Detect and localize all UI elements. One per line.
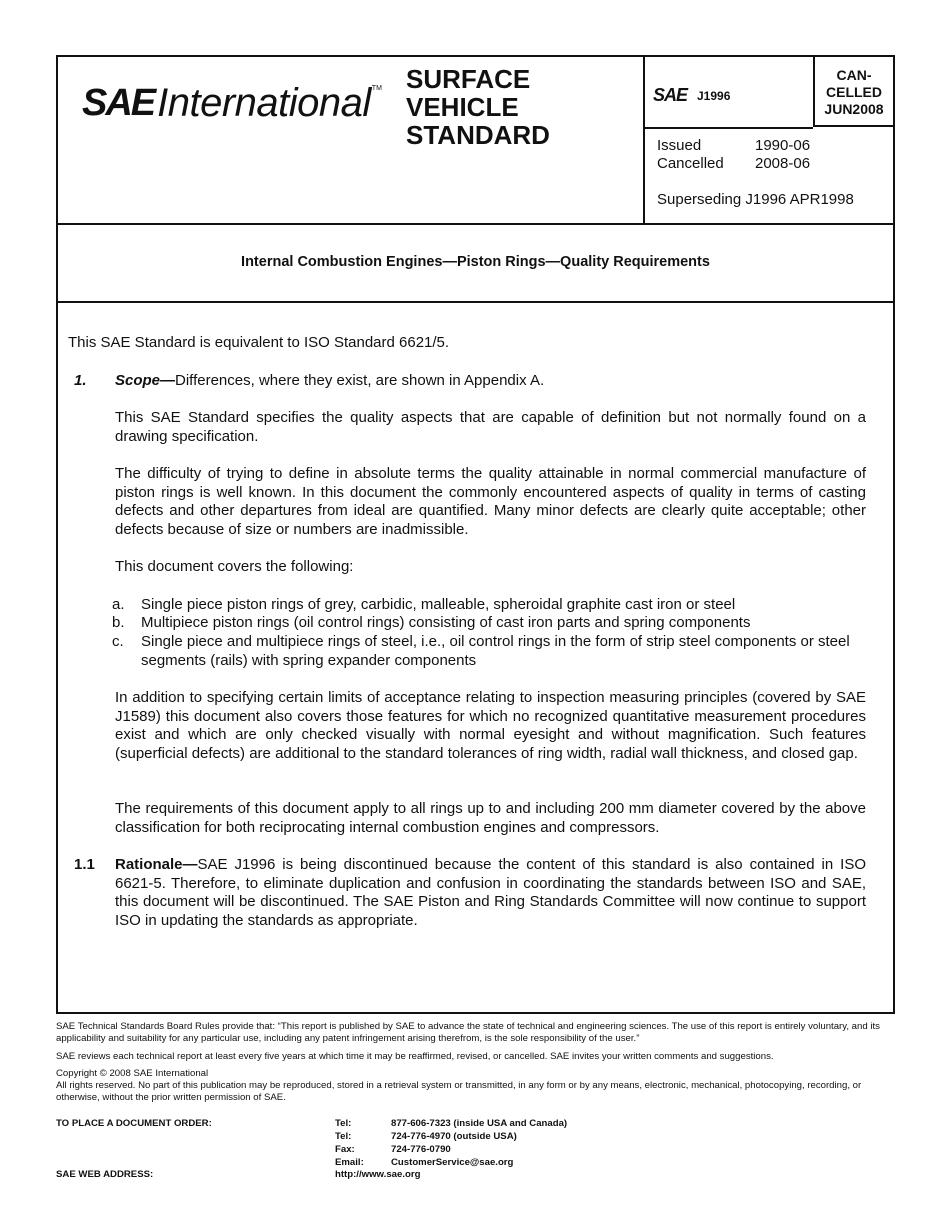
paragraph: The difficulty of trying to define in absolute terms the quality attainable in normal commercial manufacture of piston rings is well known. In this document the commonly encountered aspects of quality in terms of casting defects and other departures from ideal are quantified. Many minor defects are clearly quite acceptable; other defects because of size or numbers are inadmissible. (115, 465, 866, 538)
scope-paragraph (115, 372, 866, 391)
paragraph: This document covers the following: (115, 558, 354, 575)
list-item (112, 614, 866, 633)
cancelled-label: Cancelled (657, 155, 724, 172)
contact-phone[interactable]: 724-776-4970 (outside USA) (391, 1131, 517, 1142)
logo-sae: SAE (82, 82, 155, 124)
rationale-heading: Rationale— (115, 856, 198, 873)
header (58, 57, 893, 225)
contact-phone[interactable]: 877-606-7323 (inside USA and Canada) (391, 1118, 568, 1129)
document-frame (56, 55, 895, 1014)
rationale-text: SAE J1996 is being discontinued because the content of this standard is also contained in ISO 6621-5. Therefore, to eliminate duplication and confusion in coordinating the standards between ISO and SAE, this document will be discontinued. The SAE Piston and Ring Standards Committee will now continue to support ISO in updating the standards as appropriate. (115, 856, 866, 929)
scope-text: Differences, where they exist, are shown in Appendix A. (175, 372, 545, 389)
mini-sae-logo: SAE (653, 85, 688, 105)
standard-type (406, 65, 636, 149)
scope-heading: Scope— (115, 372, 176, 389)
list-item (112, 633, 866, 670)
cancelled-value: 2008-06 (755, 155, 811, 172)
standard-type-line: VEHICLE (406, 92, 519, 122)
board-rules-notice: SAE Technical Standards Board Rules provide that: “This report is published by SAE to advance the state of technical and engineering sciences. The use of this report is entirely voluntary, and its applicability and suitability for any particular use, including any patent infringement arising therefrom, is the sole responsibility of the user.” (56, 1021, 880, 1045)
logo-trademark: TM (371, 85, 382, 92)
section-number: 1. (74, 372, 87, 389)
document-id-cell (645, 57, 813, 129)
paragraph: The requirements of this document apply to all rings up to and including 200 mm diameter covered by the above classification for both reciprocating internal combustion engines and compressors. (115, 800, 866, 836)
status-line: JUN2008 (824, 101, 884, 117)
cancelled-status (813, 57, 893, 127)
footer-notices (56, 1021, 896, 1105)
superseding-note: Superseding J1996 APR1998 (657, 191, 854, 208)
list-marker: c. (112, 633, 124, 650)
document-dates (657, 137, 810, 173)
list-marker: a. (112, 596, 125, 613)
status-line: CAN- (836, 67, 872, 83)
list-item (112, 596, 866, 615)
section-number: 1.1 (74, 856, 95, 873)
document-title: Internal Combustion Engines—Piston Rings—Quality Requirements (58, 223, 893, 303)
contact-email-link[interactable]: CustomerService@sae.org (391, 1157, 514, 1168)
order-label: TO PLACE A DOCUMENT ORDER: (56, 1118, 212, 1129)
paragraph: In addition to specifying certain limits of acceptance relating to inspection measuring principles (covered by SAE J1589) this document also covers those features for which no recognized quantitative measurement procedures exist and which are only checked visually with normal eyesight and without magnification. Such features (superficial defects) are additional to the standard tolerances of ring width, radial wall thickness, and closed gap. (115, 689, 866, 762)
list-marker: b. (112, 614, 125, 631)
issued-label: Issued (657, 137, 702, 154)
contact-fax: 724-776-0790 (391, 1144, 451, 1155)
paragraph: This SAE Standard specifies the quality aspects that are capable of definition but not normally found on a drawing specification. (115, 409, 866, 445)
logo-international: International (157, 81, 371, 125)
document-number: J1996 (697, 89, 731, 103)
contact-label: Tel: (335, 1118, 352, 1129)
issued-value: 1990-06 (755, 137, 811, 154)
status-line: CELLED (826, 84, 882, 100)
contact-label: Email: (335, 1157, 364, 1168)
copyright-line: Copyright © 2008 SAE International (56, 1067, 209, 1079)
rights-notice: All rights reserved. No part of this publication may be reproduced, stored in a retrieval system or transmitted, in any form or by any means, electronic, mechanical, photocopying, recording, or otherwise, without the prior written permission of SAE. (56, 1080, 862, 1104)
list-item-text: Single piece piston rings of grey, carbidic, malleable, spheroidal graphite cast iron or steel (141, 596, 736, 613)
web-address-label: SAE WEB ADDRESS: (56, 1169, 154, 1180)
equivalence-statement: This SAE Standard is equivalent to ISO Standard 6621/5. (68, 334, 450, 351)
contact-label: Tel: (335, 1131, 352, 1142)
list-item-text: Single piece and multipiece rings of steel, i.e., oil control rings in the form of strip steel components or steel segments (rails) with spring expander components (141, 633, 850, 669)
document-info-box (643, 57, 895, 223)
web-address-link[interactable]: http://www.sae.org (335, 1169, 421, 1180)
standard-type-line: STANDARD (406, 120, 550, 150)
contact-label: Fax: (335, 1144, 355, 1155)
sae-international-logo (82, 83, 382, 123)
list-item-text: Multipiece piston rings (oil control rings) consisting of cast iron parts and spring components (141, 614, 751, 631)
rationale-paragraph (115, 856, 866, 930)
standard-type-line: SURFACE (406, 64, 531, 94)
review-notice: SAE reviews each technical report at least every five years at which time it may be reaffirmed, revised, or cancelled. SAE invites your written comments and suggestions. (56, 1050, 774, 1062)
